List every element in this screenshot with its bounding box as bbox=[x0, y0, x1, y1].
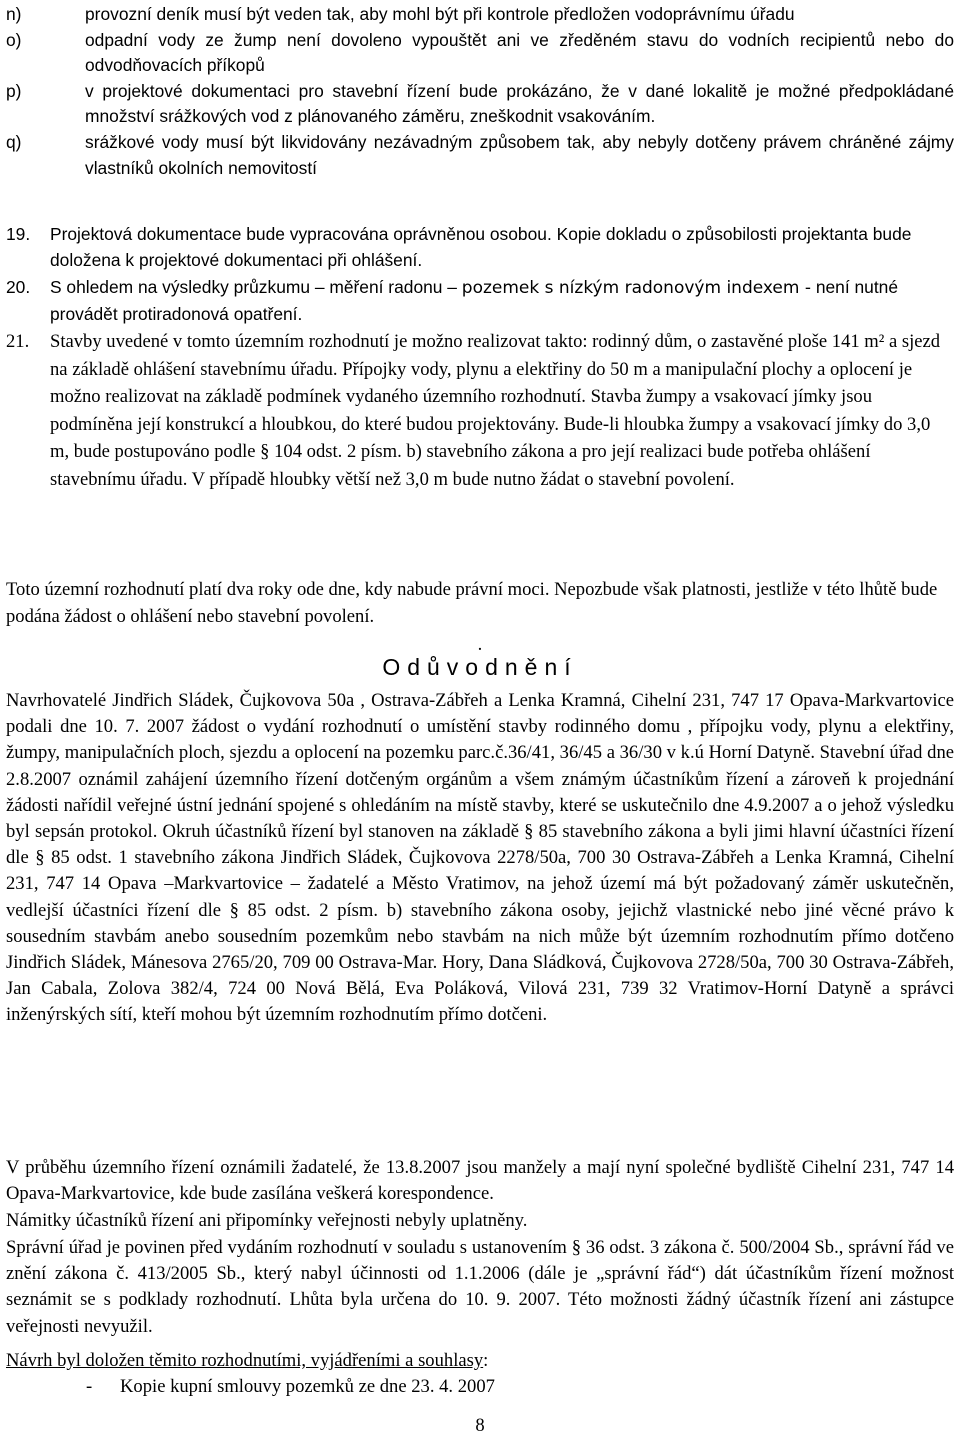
proposal-intro-text: Návrh byl doložen těmito rozhodnutími, vyjádřeními a souhlasy bbox=[6, 1350, 484, 1371]
list-item bbox=[6, 1374, 954, 1400]
item-20-text-start: S ohledem na výsledky průzkumu – měření radonu – bbox=[50, 277, 462, 297]
justification-paragraph-3: Námitky účastníků řízení ani připomínky veřejnosti nebyly uplatněny. bbox=[6, 1210, 528, 1231]
list-item bbox=[6, 79, 954, 130]
page-number: 8 bbox=[475, 1415, 485, 1436]
list-marker: 19. bbox=[6, 224, 31, 244]
list-marker: n) bbox=[6, 4, 22, 24]
radon-index-highlight: pozemek s nízkým radonovým indexem - bbox=[461, 278, 811, 298]
list-marker: p) bbox=[6, 80, 22, 101]
list-marker: o) bbox=[6, 29, 22, 50]
justification-paragraph-2: V průběhu územního řízení oznámili žadatelé, že 13.8.2007 jsou manžely a mají nyní společné bydliště Cihelní 231, 747 14 Opava-Markvartovice, kde bude zasílána veškerá korespondence. bbox=[6, 1157, 954, 1205]
bullet-marker: - bbox=[86, 1376, 93, 1397]
list-marker: 21. bbox=[6, 331, 30, 352]
list-item bbox=[6, 28, 954, 79]
section-heading: Odůvodnění bbox=[382, 654, 578, 680]
list-item-text: odpadní vody ze žump není dovoleno vypouštět ani ve zředěném stavu do vodních recipientů nebo do odvodňovacích příkopů bbox=[85, 29, 954, 76]
condition-item-20 bbox=[6, 275, 954, 327]
condition-list-letters bbox=[6, 2, 954, 181]
separator-dot: . bbox=[477, 634, 483, 655]
list-item-text: provozní deník musí být veden tak, aby mohl být při kontrole předložen vodoprávnímu úřadu bbox=[85, 4, 795, 24]
list-item-text: srážkové vody musí být likvidovány nezávadným způsobem tak, aby nebyly dotčeny právem chráněné zájmy vlastníků okolních nemovitostí bbox=[85, 131, 954, 178]
list-item-text: v projektové dokumentaci pro stavební řízení bude prokázáno, že v dané lokalitě je možné předpokládané množství srážkových vod z plánovaného záměru, zneškodnit vsakováním. bbox=[85, 80, 954, 127]
list-marker: 20. bbox=[6, 277, 31, 297]
justification-paragraph-4: Správní úřad je povinen před vydáním rozhodnutí v souladu s ustanovením § 36 odst. 3 zákona č. 500/2004 Sb., správní řád ve znění zákona č. 413/2005 Sb., který nabyl účinnosti od 1.1.2006 (dále je „správní řád“) dát účastníkům řízení možnost seznámit se s podklady rozhodnutí. Lhůta byla určena do 10. 9. 2007. Této možnosti žádný účastník řízení ani zástupce veřejnosti nevyužil. bbox=[6, 1237, 954, 1337]
justification-paragraph-1: Navrhovatelé Jindřich Sládek, Čujkovova 50a , Ostrava-Zábřeh a Lenka Kramná, Cihelní 231, 747 17 Opava-Markvartovice podali dne 10. 7. 2007 žádost o vydání rozhodnutí o umístění stavby rodinného domu , přípojku vody, plynu a elektřiny, žumpy, manipulačních ploch, sjezdu a oplocení na pozemku parc.č.36/41, 36/45 a 36/30 v k.ú Horní Datyně. Stavební úřad dne 2.8.2007 oznámil zahájení územního řízení dotčeným orgánům a všem známým účastníkům řízení a zároveň k projednání žádosti nařídil veřejné ústní jednání spojené s ohledáním na místě stavby, které se uskutečnilo dne 4.9.2007 a o jehož výsledku byl sepsán protokol. Okruh účastníků řízení byl stanoven na základě § 85 stavebního zákona a byli jimi hlavní účastníci řízení dle § 85 odst. 1 stavebního zákona Jindřich Sládek, Čujkovova 2278/50a, 700 30 Ostrava-Zábřeh a Lenka Kramná, Cihelní 231, 747 14 Opava –Markvartovice – žadatelé a Město Vratimov, na jehož území má být požadovaný záměr uskutečněn, vedlejší účastníci řízení dle § 85 odst. 2 písm. b) stavebního zákona osoby, jejichž vlastnické nebo jiné věcné právo k sousedním stavbám anebo sousedním pozemkům nebo stavbám na nich může být územním rozhodnutím přímo dotčeno Jindřich Sládek, Mánesova 2765/20, 709 00 Ostrava-Mar. Hory, Dana Sládková, Čujkovova 2728/50a, 700 30 Ostrava-Zábřeh, Jan Cabala, Zolova 382/4, 724 00 Nová Bělá, Eva Poláková, Vilová 231, 739 32 Vratimov-Horní Datyně a správci inženýrských sítí, kteří mohou být územním rozhodnutím přímo dotčeni. bbox=[6, 690, 954, 1026]
attachment-list bbox=[6, 1374, 954, 1400]
list-item bbox=[6, 130, 954, 181]
list-marker: q) bbox=[6, 131, 22, 152]
condition-item-19 bbox=[6, 222, 954, 273]
validity-statement: Toto územní rozhodnutí platí dva roky ode dne, kdy nabude právní moci. Nepozbude však platnosti, jestliže v této lhůtě bude podána žádost o ohlášení nebo stavební povolení. bbox=[6, 579, 938, 627]
list-item bbox=[6, 2, 954, 28]
item-20-text-end: není nutné provádět protiradonová opatření. bbox=[50, 277, 899, 324]
proposal-intro: Návrh byl doložen těmito rozhodnutími, vyjádřeními a souhlasy: bbox=[6, 1350, 489, 1371]
list-item-text: Kopie kupní smlouvy pozemků ze dne 23. 4. 2007 bbox=[120, 1376, 495, 1397]
list-item-text: Projektová dokumentace bude vypracována oprávněnou osobou. Kopie dokladu o způsobilosti projektanta bude doložena k projektové dokumentaci při ohlášení. bbox=[50, 224, 912, 270]
condition-item-21 bbox=[6, 328, 954, 493]
list-item-text: Stavby uvedené v tomto územním rozhodnutí je možno realizovat takto: rodinný dům, o zastavěné ploše 141 m² a sjezd na základě ohlášení stavebnímu úřadu. Přípojky vody, plynu a elektřiny do 50 m a manipulační plochy a oplocení je možno realizovat na základě podmínek vydaného územního rozhodnutí. Stavba žumpy a vsakovací jímky jsou podmíněna její konstrukcí a hloubkou, do které budou projektovány. Bude-li hloubka žumpy a vsakovací jímky do 3,0 m, bude postupováno podle § 104 odst. 2 písm. b) stavebního zákona a pro její realizaci bude potřeba ohlášení stavebnímu úřadu. V případě hloubky větší než 3,0 m bude nutno žádat o stavební povolení. bbox=[50, 331, 941, 490]
